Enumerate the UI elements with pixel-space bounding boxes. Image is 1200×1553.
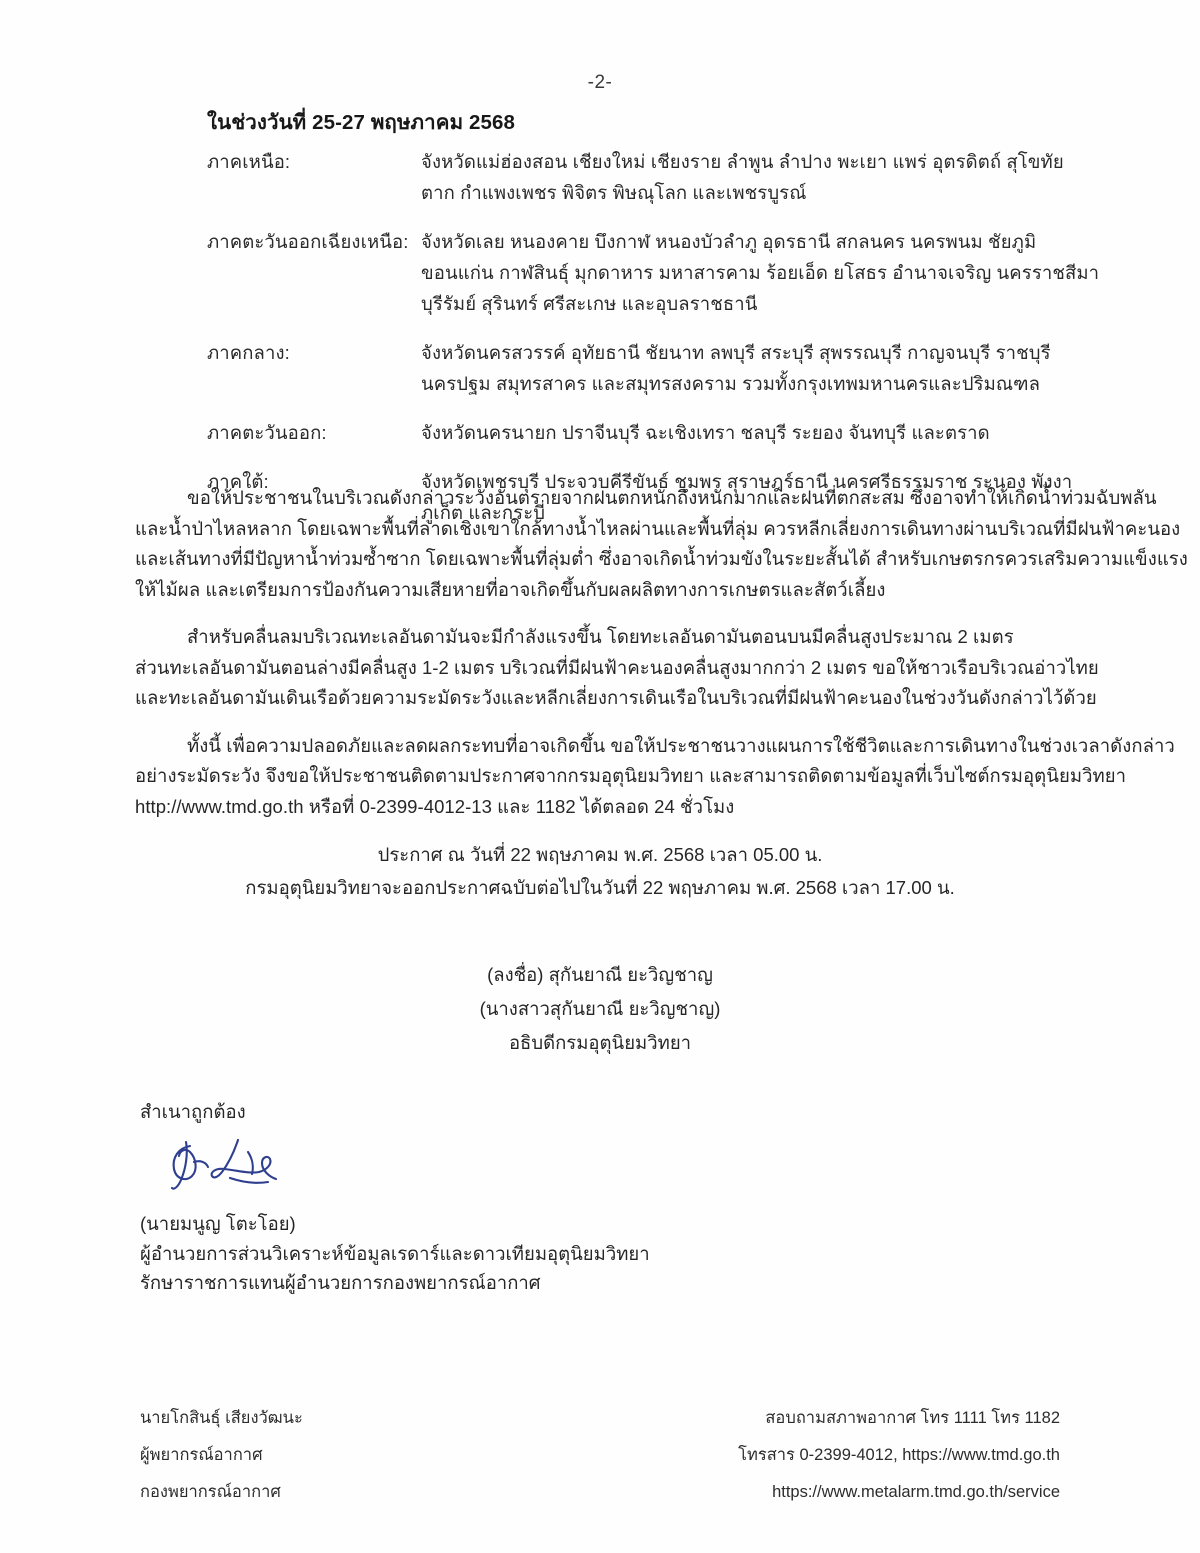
- forecaster-division: กองพยากรณ์อากาศ: [140, 1483, 281, 1501]
- forecaster-title: ผู้พยากรณ์อากาศ: [140, 1446, 263, 1464]
- paragraph-line: ขอให้ประชาชนในบริเวณดังกล่าวระวังอันตรายจากฝนตกหนักถึงหนักมากและฝนที่ตกสะสม ซึ่งอาจทำให้เกิดน้ำท่วมฉับพลัน: [187, 487, 1157, 508]
- region-row: [207, 337, 1167, 399]
- paragraph-line: ทั้งนี้ เพื่อความปลอดภัยและลดผลกระทบที่อาจเกิดขึ้น ขอให้ประชาชนวางแผนการใช้ชีวิตและการเดินทางในช่วงเวลาดังกล่าว: [187, 734, 1175, 756]
- contact-service-url-line: https://www.metalarm.tmd.go.th/service: [772, 1483, 1060, 1501]
- paragraph-line: ส่วนทะเลอันดามันตอนล่างมีคลื่นสูง 1-2 เมตร บริเวณที่มีฝนฟ้าคะนองคลื่นสูงมากกว่า 2 เมตร ขอให้ชาวเรือบริเวณอ่าวไทย: [135, 656, 1099, 678]
- contact-fax-website-line: โทรสาร 0-2399-4012, https://www.tmd.go.th: [738, 1446, 1060, 1464]
- page-footer: [0, 1400, 1200, 1511]
- paragraph-line: และเส้นทางที่มีปัญหาน้ำท่วมซ้ำซาก โดยเฉพาะพื้นที่ลุ่มต่ำ ซึ่งอาจเกิดน้ำท่วมขังในระยะสั้นได้ สำหรับเกษตรกรควรเสริมความแข็งแรง: [135, 548, 1188, 569]
- issue-date-line: ประกาศ ณ วันที่ 22 พฤษภาคม พ.ศ. 2568 เวลา 05.00 น.: [377, 844, 823, 865]
- date-range-heading: ในช่วงวันที่ 25-27 พฤษภาคม 2568: [207, 111, 516, 134]
- signer-name-line: (นางสาวสุกันยาณี ยะวิญชาญ): [479, 998, 721, 1019]
- region-label-north: ภาคเหนือ:: [207, 151, 291, 172]
- region-line: ขอนแก่น กาฬสินธุ์ มุกดาหาร มหาสารคาม ร้อยเอ็ด ยโสธร อำนาจเจริญ นครราชสีมา: [421, 262, 1100, 283]
- region-line: จังหวัดเลย หนองคาย บึงกาฬ หนองบัวลำภู อุดรธานี สกลนคร นครพนม ชัยภูมิ: [421, 231, 1037, 252]
- certified-copy-block: [140, 1098, 760, 1298]
- region-line: ภูเก็ต และกระบี่: [421, 502, 546, 523]
- certifier-title-line-2: รักษาราชการแทนผู้อำนวยการกองพยากรณ์อากาศ: [140, 1272, 541, 1293]
- issue-datetime-block: [0, 838, 1200, 904]
- region-label-northeast: ภาคตะวันออกเฉียงเหนือ:: [207, 231, 409, 252]
- paragraph-line: สำหรับคลื่นลมบริเวณทะเลอันดามันจะมีกำลังแรงขึ้น โดยทะเลอันดามันตอนบนมีคลื่นสูงประมาณ 2 เมตร: [187, 626, 1014, 647]
- region-line: จังหวัดนครนายก ปราจีนบุรี ฉะเชิงเทรา ชลบุรี ระยอง จันทบุรี และตราด: [421, 422, 990, 443]
- region-row: [207, 417, 1167, 448]
- region-provinces-northeast: [421, 226, 1167, 319]
- paragraph-rainfall-warning: [135, 483, 1188, 605]
- region-row: [207, 146, 1167, 208]
- page-number: -2-: [587, 72, 613, 93]
- region-line: จังหวัดนครสวรรค์ อุทัยธานี ชัยนาท ลพบุรี สระบุรี สุพรรณบุรี กาญจนบุรี ราชบุรี: [421, 342, 1051, 363]
- region-line: ตาก กำแพงเพชร พิจิตร พิษณุโลก และเพชรบูรณ์: [421, 182, 807, 203]
- footer-contact-info: [738, 1400, 1060, 1511]
- region-row: [207, 226, 1167, 319]
- footer-forecaster-info: [140, 1400, 303, 1511]
- region-label-south: ภาคใต้:: [207, 471, 269, 492]
- certifier-name-line: (นายมนูญ โตะโอย): [140, 1213, 296, 1234]
- paragraph-sea-conditions: [135, 622, 1135, 714]
- handwritten-signature-icon: [164, 1132, 324, 1200]
- paragraph-line: ให้ไม้ผล และเตรียมการป้องกันความเสียหายที่อาจเกิดขึ้นกับผลผลิตทางการเกษตรและสัตว์เลี้ยง: [135, 578, 886, 600]
- body-copy: [135, 483, 1188, 839]
- region-line: จังหวัดเพชรบุรี ประจวบคีรีขันธ์ ชุมพร สุราษฎร์ธานี นครศรีธรรมราช ระนอง พังงา: [421, 471, 1073, 492]
- region-line: บุรีรัมย์ สุรินทร์ ศรีสะเกษ และอุบลราชธานี: [421, 293, 758, 314]
- next-bulletin-line: กรมอุตุนิยมวิทยาจะออกประกาศฉบับต่อไปในวันที่ 22 พฤษภาคม พ.ศ. 2568 เวลา 17.00 น.: [245, 877, 955, 898]
- region-provinces-north: [421, 146, 1167, 208]
- region-provinces-central: [421, 337, 1167, 399]
- region-line: นครปฐม สมุทรสาคร และสมุทรสงคราม รวมทั้งกรุงเทพมหานครและปริมณฑล: [421, 373, 1041, 394]
- signer-title-line: อธิบดีกรมอุตุนิยมวิทยา: [508, 1032, 692, 1053]
- region-label-east: ภาคตะวันออก:: [207, 422, 327, 443]
- contact-phone-line: สอบถามสภาพอากาศ โทร 1111 โทร 1182: [765, 1409, 1060, 1427]
- paragraph-line: และทะเลอันดามันเดินเรือด้วยความระมัดระวังและหลีกเลี่ยงการเดินเรือในบริเวณที่มีฝนฟ้าคะนองในช่วงวันดังกล่าวไว้ด้วย: [135, 687, 1097, 708]
- region-line: จังหวัดแม่ฮ่องสอน เชียงใหม่ เชียงราย ลำพูน ลำปาง พะเยา แพร่ อุตรดิตถ์ สุโขทัย: [421, 151, 1064, 172]
- paragraph-safety-advice: [135, 731, 1175, 823]
- paragraph-line: และน้ำป่าไหลหลาก โดยเฉพาะพื้นที่ลาดเชิงเขาใกล้ทางน้ำไหลผ่านและพื้นที่ลุ่ม ควรหลีกเลี่ยงการเดินทางผ่านบริเวณที่มีฝนฟ้าคะนอง: [135, 517, 1181, 539]
- region-label-central: ภาคกลาง:: [207, 342, 290, 363]
- signed-by-line: (ลงชื่อ) สุกันยาณี ยะวิญชาญ: [487, 964, 713, 985]
- signature-block: [0, 958, 1200, 1060]
- forecaster-name: นายโกสินธุ์ เสียงวัฒนะ: [140, 1409, 303, 1427]
- paragraph-line: อย่างระมัดระวัง จึงขอให้ประชาชนติดตามประกาศจากกรมอุตุนิยมวิทยา และสามารถติดตามข้อมูลที่เว็บไซต์กรมอุตุนิยมวิทยา: [135, 765, 1127, 786]
- paragraph-line-contact: http://www.tmd.go.th หรือที่ 0-2399-4012-13 และ 1182 ได้ตลอด 24 ชั่วโมง: [135, 795, 735, 817]
- certifier-title-line-1: ผู้อำนวยการส่วนวิเคราะห์ข้อมูลเรดาร์และดาวเทียมอุตุนิยมวิทยา: [140, 1242, 650, 1264]
- certified-copy-label: สำเนาถูกต้อง: [140, 1101, 246, 1122]
- region-provinces-east: [421, 417, 1167, 448]
